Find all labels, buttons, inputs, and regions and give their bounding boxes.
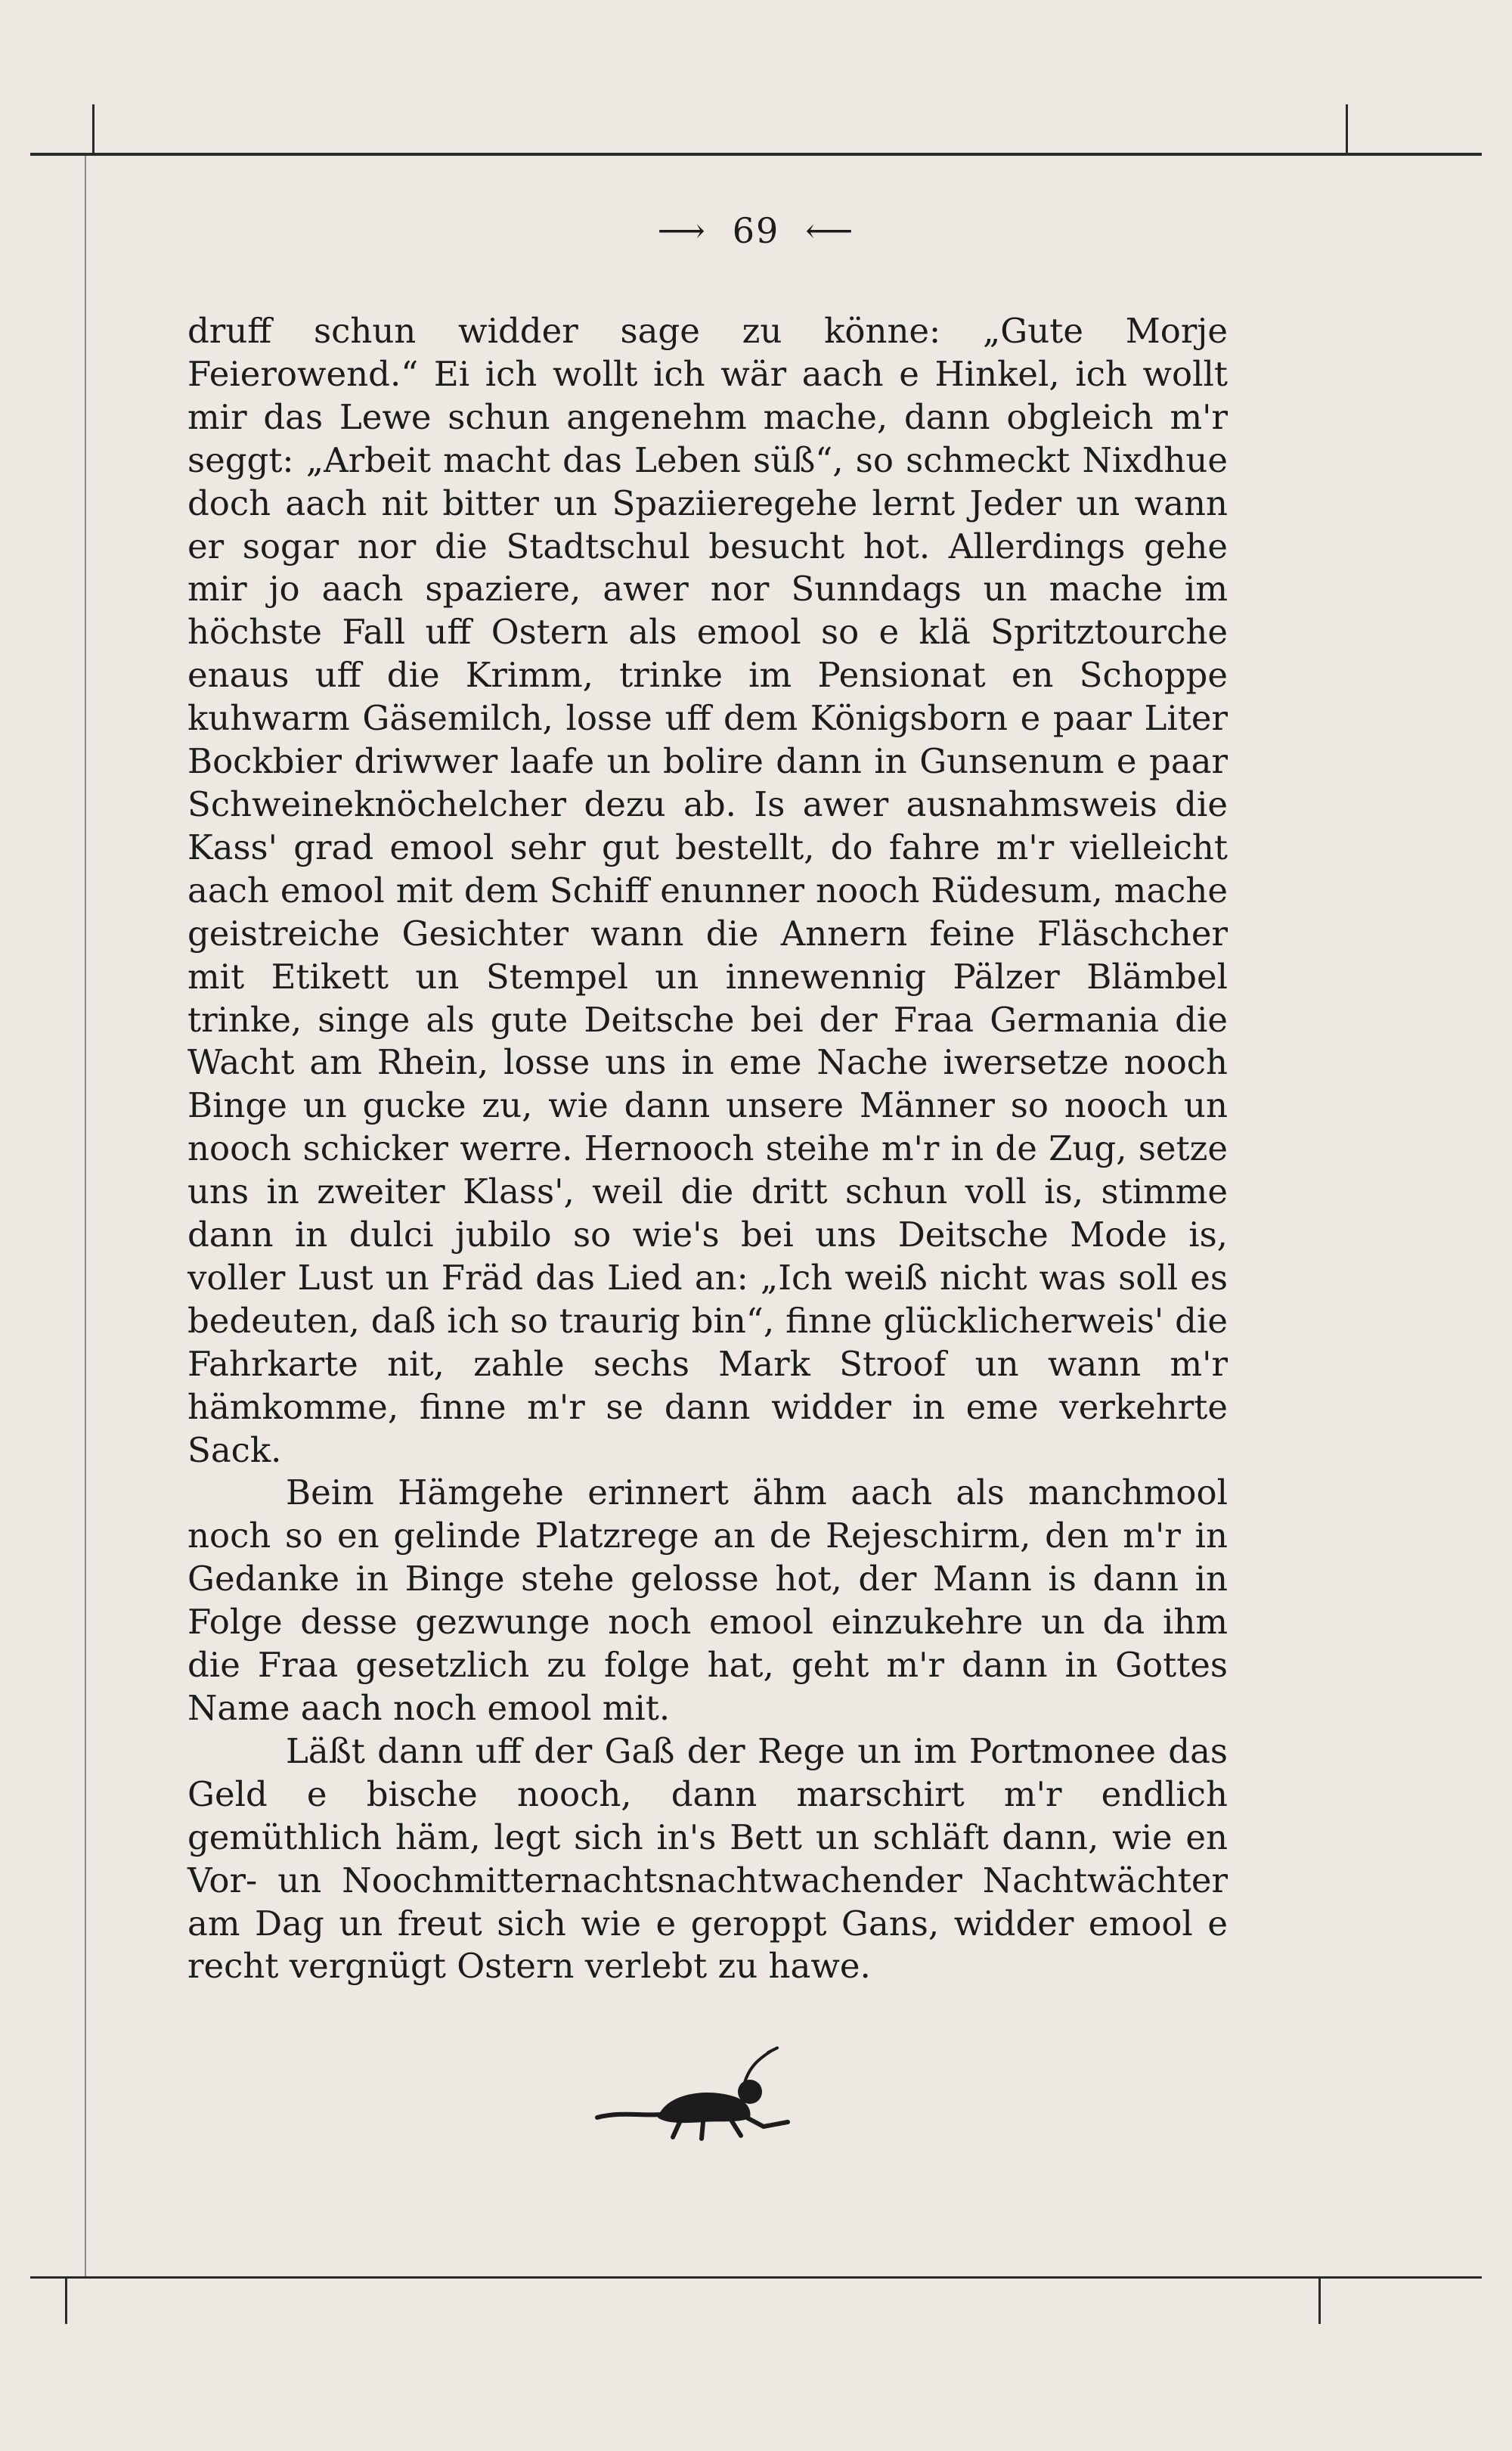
- ornament-left-icon: ⟶: [657, 211, 707, 250]
- bottom-rule: [30, 2276, 1482, 2279]
- monkey-vignette-icon: [590, 2042, 801, 2148]
- paragraph-1: druff schun widder sage zu könne: „Gute Morje Feierowend.“ Ei ich wollt ich wär aach e Hinkel, ich wollt mir das Lewe schun angenehm mache, dann obgleich m'r seggt: „Arbeit macht das Leben süß“, so schmeckt Nixdhue doch aach nit bitter un Spaziieregehe lernt Jeder un wann er sogar nor die Stadtschul besucht hot. Allerdings gehe mir jo aach spaziere, awer nor Sunndags un mache im höchste Fall uff Ostern als emool so e klä Spritztourche enaus uff die Krimm, trinke im Pensionat en Schoppe kuhwarm Gäsemilch, losse uff dem Königsborn e paar Liter Bockbier driwwer laafe un bolire dann in Gunsenum e paar Schweineknöchelcher dezu ab. Is awer ausnahmsweis die Kass' grad emool sehr gut bestellt, do fahre m'r vielleicht aach emool mit dem Schiff enunner nooch Rüdesum, mache geistreiche Gesichter wann die Annern feine Fläschcher mit Etikett un Stempel un innewennig Pälzer Blämbel trinke, singe als gute Deitsche bei der Fraa Germania die Wacht am Rhein, losse uns in eme Nache iwersetze nooch Binge un gucke zu, wie dann unsere Männer so nooch un nooch schicker werre. Hernooch steihe m'r in de Zug, setze uns in zweiter Klass', weil die dritt schun voll is, stimme dann in dulci jubilo so wie's bei uns Deitsche Mode is, voller Lust un Fräd das Lied an: „Ich weiß nicht was soll es bedeuten, daß ich so traurig bin“, finne glücklicherweis' die Fahrkarte nit, zahle sechs Mark Stroof un wann m'r hämkomme, finne m'r se dann widder in eme verkehrte Sack.: [187, 311, 1228, 1470]
- left-bottom-tick: [65, 2279, 67, 2324]
- left-top-tick: [92, 104, 94, 153]
- paragraph-3: Läßt dann uff der Gaß der Rege un im Portmonee das Geld e bische nooch, dann marschirt m'r endlich gemüthlich häm, legt sich in's Bett un schläft dann, wie en Vor- un Noochmitternachtsnachtwachender Nachtwächter am Dag un freut sich wie e geroppt Gans, widder emool e recht vergnügt Ostern verlebt zu hawe.: [187, 1730, 1228, 1987]
- body-text: [187, 310, 1228, 1988]
- top-rule: [30, 153, 1482, 156]
- right-top-tick: [1346, 104, 1348, 153]
- page-number: 69: [732, 210, 780, 251]
- ornament-right-icon: ⟵: [805, 211, 855, 250]
- right-bottom-tick: [1318, 2279, 1321, 2324]
- page-header: [0, 204, 1512, 257]
- paragraph-2: Beim Hämgehe erinnert ähm aach als manchmool noch so en gelinde Platzrege an de Rejeschirm, den m'r in Gedanke in Binge stehe gelosse hot, der Mann is dann in Folge desse gezwunge noch emool einzukehre un da ihm die Fraa gesetzlich zu folge hat, geht m'r dann in Gottes Name aach noch emool mit.: [187, 1472, 1228, 1728]
- left-frame-line: [85, 156, 86, 2276]
